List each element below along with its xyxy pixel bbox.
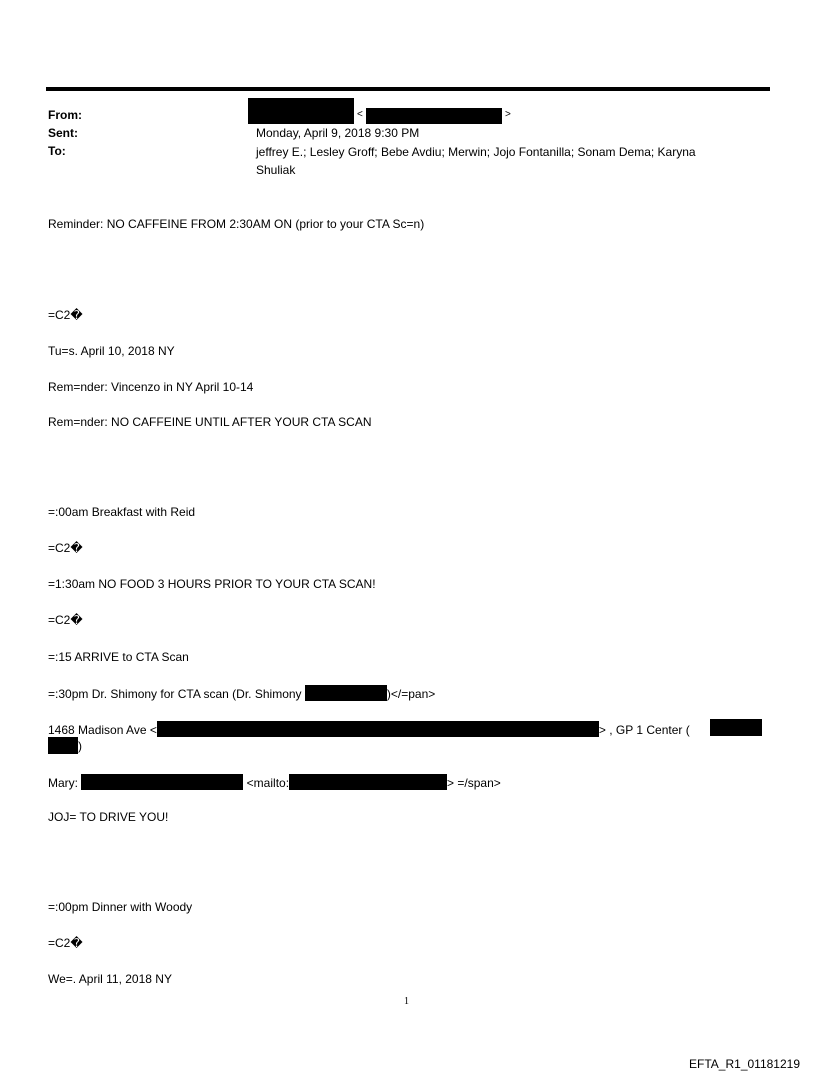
mary-suffix: > =/span> [447,776,501,790]
dinner-entry: =:00pm Dinner with Woody [48,900,193,914]
shimony-suffix: )</=pan> [386,687,436,701]
no-food-entry: =1:30am NO FOOD 3 HOURS PRIOR TO YOUR CTA SCAN! [48,577,376,591]
document-id: EFTA_R1_01181219 [689,1057,800,1071]
mary-entry [48,774,501,790]
from-name-redaction [248,98,354,124]
c2-marker: =C2� [48,613,83,627]
reminder-no-caffeine-until: Rem=nder: NO CAFFEINE UNTIL AFTER YOUR CTA SCAN [48,415,372,429]
sent-value: Monday, April 9, 2018 9:30 PM [256,126,420,140]
address-phone-redaction [710,719,762,736]
mary-email-redaction [289,774,447,790]
to-value-line1: jeffrey E.; Lesley Groff; Bebe Avdiu; Merwin; Jojo Fontanilla; Sonam Dema; Karyna [256,145,696,159]
mary-mailto: <mailto: [243,776,290,790]
address-suffix: > , GP 1 Center ( [598,723,690,737]
from-label: From: [48,108,82,122]
jojo-entry: JOJ= TO DRIVE YOU! [48,810,169,824]
address-phone-redaction-2 [48,737,78,754]
address-close-paren: ) [78,739,82,753]
shimony-text: =:30pm Dr. Shimony for CTA scan (Dr. Shimony [48,687,305,701]
sent-label: Sent: [48,126,78,140]
from-gt: > [505,109,511,120]
page-number: 1 [404,996,409,1007]
header-rule [46,87,770,91]
mary-name-redaction [81,774,243,790]
date-heading: Tu=s. April 10, 2018 NY [48,344,175,358]
date-heading: We=. April 11, 2018 NY [48,972,172,986]
c2-marker: =C2� [48,308,83,322]
reminder-no-caffeine-from: Reminder: NO CAFFEINE FROM 2:30AM ON (prior to your CTA Sc=n) [48,217,425,231]
address-entry [48,721,690,737]
to-value-line2: Shuliak [256,163,296,177]
from-lt: < [357,109,363,120]
shimony-entry [48,685,435,701]
mary-label: Mary: [48,776,82,790]
address-link-redaction [157,721,599,737]
address-text: 1468 Madison Ave < [48,723,157,737]
c2-marker: =C2� [48,541,83,555]
from-email-redaction [366,108,502,124]
breakfast-entry: =:00am Breakfast with Reid [48,505,196,519]
to-label: To: [48,144,66,158]
shimony-phone-redaction [305,685,387,701]
reminder-vincenzo: Rem=nder: Vincenzo in NY April 10-14 [48,380,254,394]
c2-marker: =C2� [48,936,83,950]
arrive-entry: =:15 ARRIVE to CTA Scan [48,650,189,664]
